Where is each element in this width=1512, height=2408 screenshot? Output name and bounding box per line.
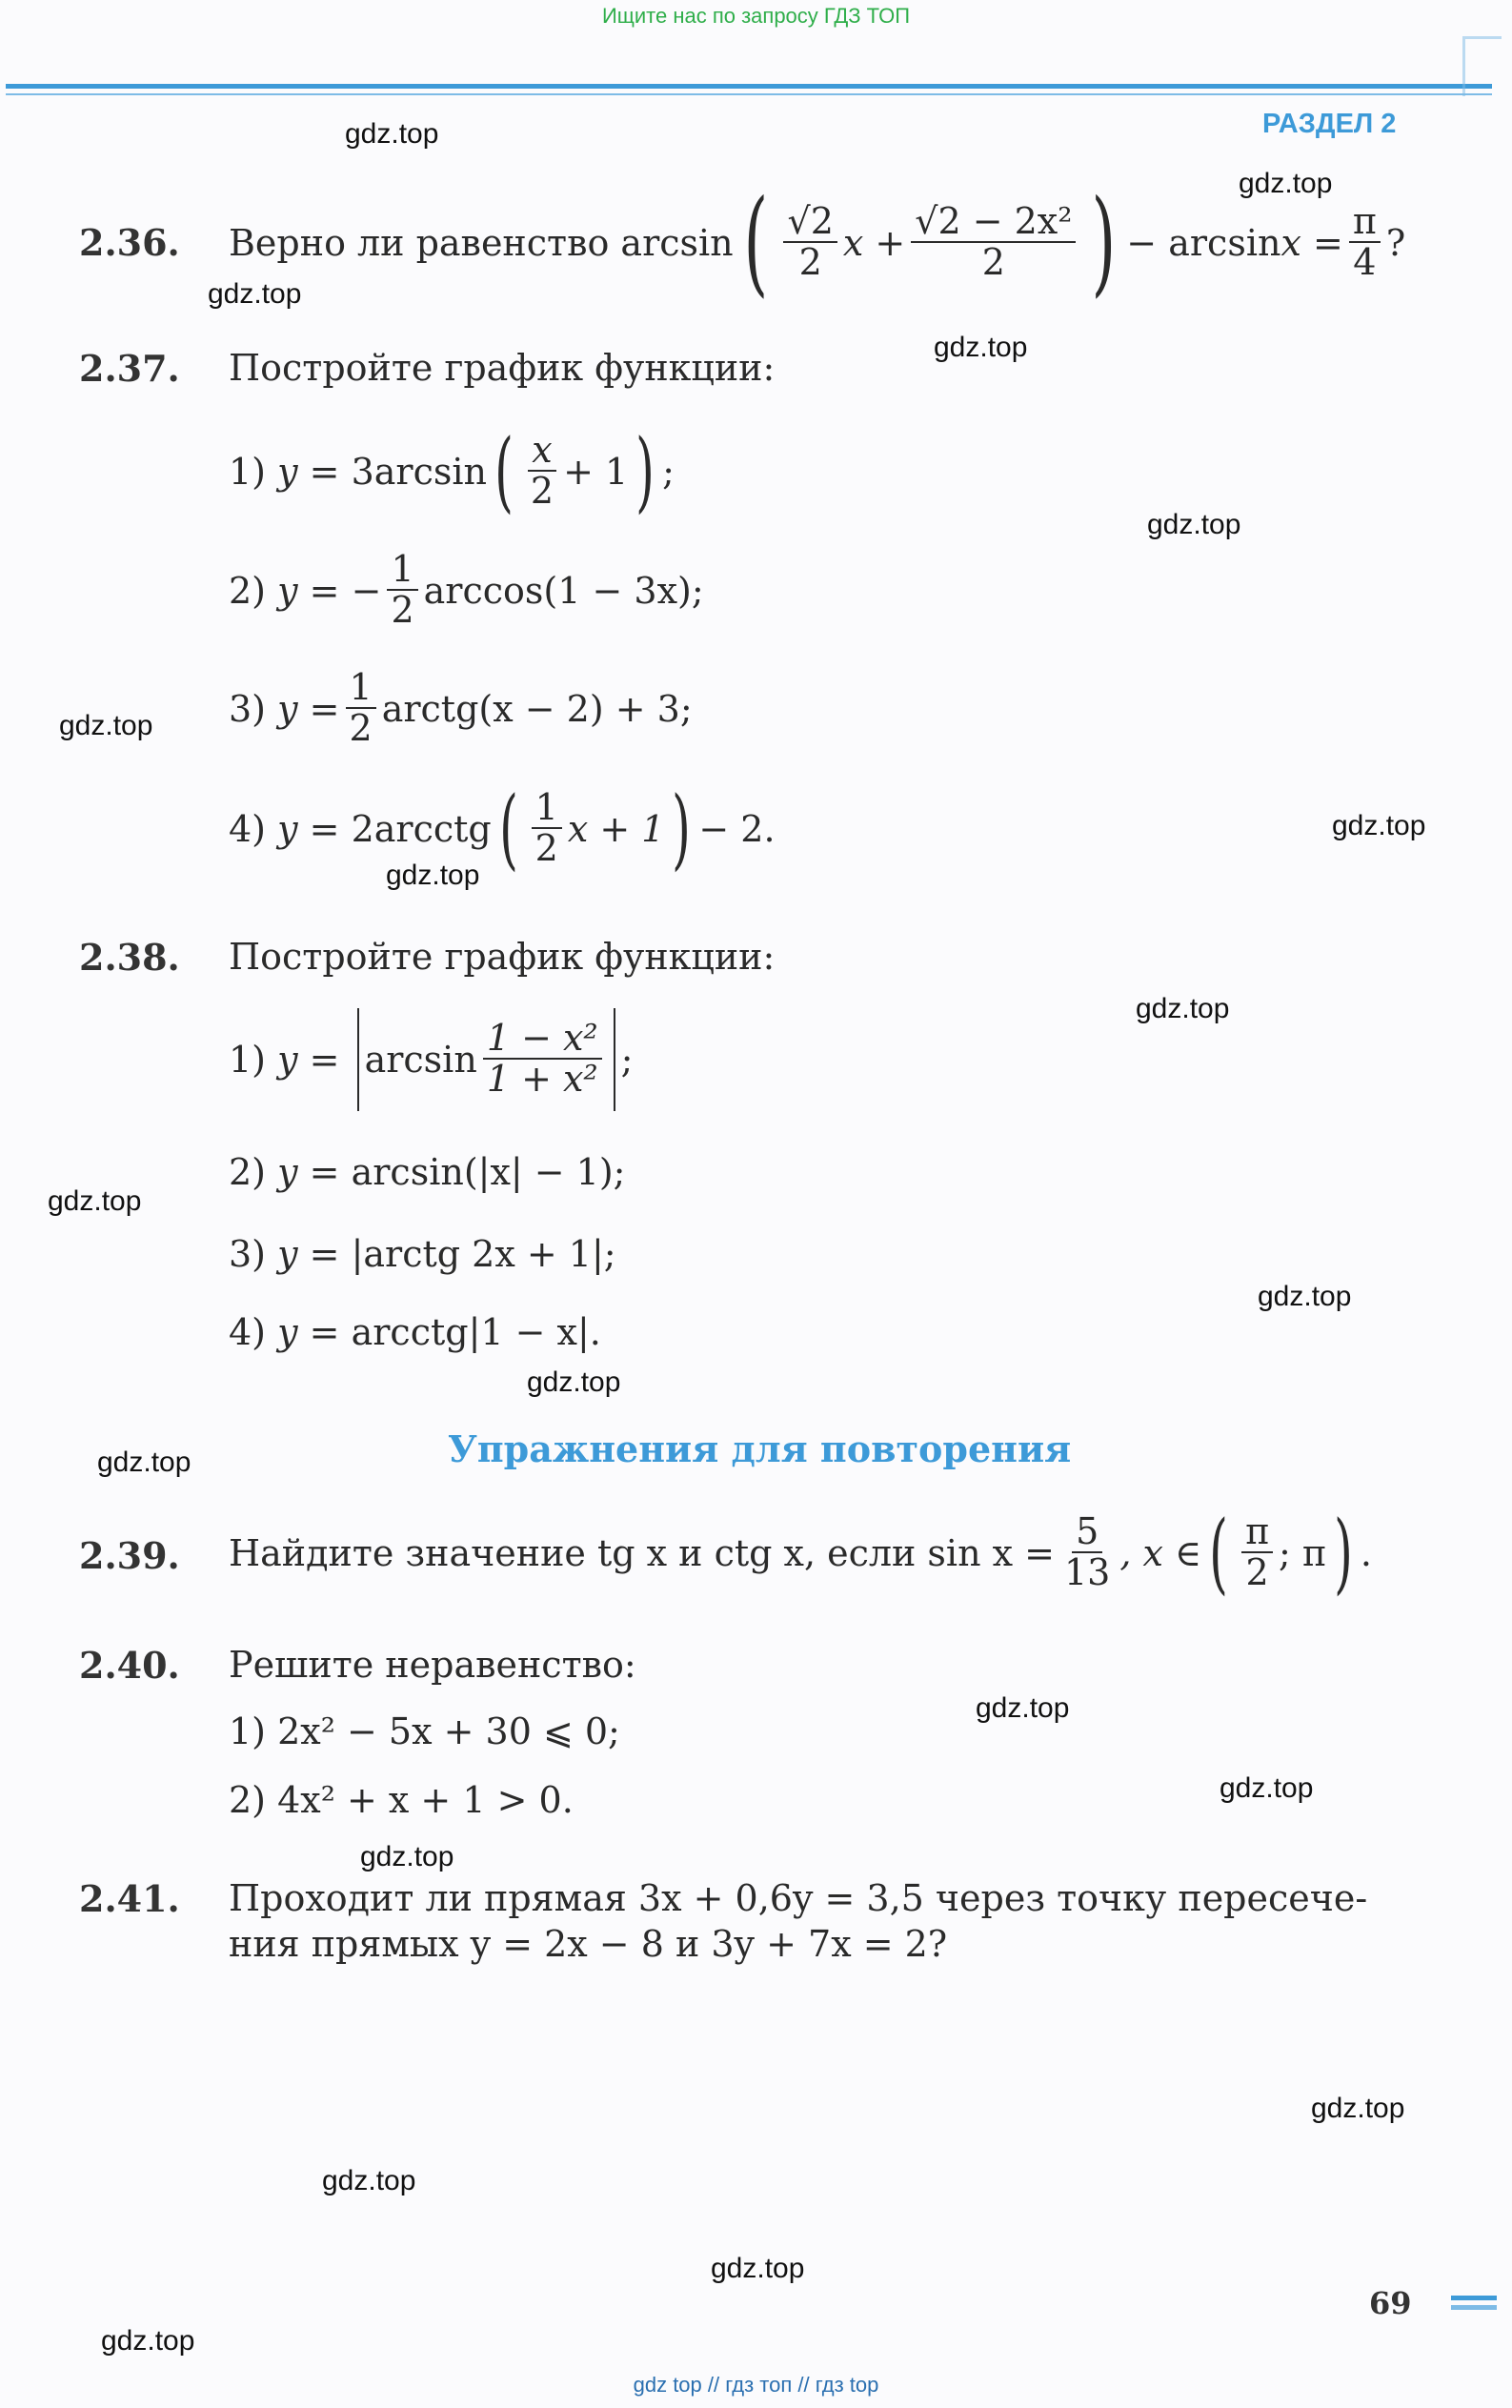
watermark: gdz.top bbox=[1311, 2093, 1405, 2124]
header-rule-thin bbox=[6, 93, 1492, 95]
watermark: gdz.top bbox=[386, 860, 480, 891]
item-2-38-1: 1) y = arcsin $\frac{\text{1 − x²}}{\text{1 + x²}}$ ; bbox=[229, 1002, 633, 1117]
page-number: 69 bbox=[1369, 2285, 1412, 2321]
watermark: gdz.top bbox=[360, 1841, 454, 1872]
fraction: $\frac{\text{√2 − 2x²}}{2}$ bbox=[911, 203, 1076, 283]
watermark: gdz.top bbox=[1258, 1281, 1352, 1312]
problem-number: 2.40. bbox=[79, 1644, 180, 1687]
watermark: gdz.top bbox=[345, 118, 439, 150]
footer-links[interactable]: gdz top // гдз топ // гдз top bbox=[633, 2373, 879, 2397]
corner-decoration bbox=[1462, 36, 1502, 96]
watermark: gdz.top bbox=[1220, 1772, 1314, 1804]
fraction: $\frac{√2}{2}$ bbox=[783, 203, 837, 283]
left-paren: ( bbox=[743, 176, 768, 309]
section-label: РАЗДЕЛ 2 bbox=[1262, 109, 1397, 139]
problem-number: 2.41. bbox=[79, 1877, 180, 1920]
watermark: gdz.top bbox=[711, 2253, 805, 2284]
header-rule bbox=[6, 84, 1492, 89]
problem-text: Постройте график функции: bbox=[229, 347, 776, 389]
problem-number: 2.36. bbox=[79, 221, 180, 264]
section-subheading: Упражнения для повторения bbox=[448, 1427, 1072, 1470]
item-2-37-4: 4) y = 2arcctg ( $\frac{1}{2}$ x + 1 ) − 2. bbox=[229, 778, 776, 880]
page-bar bbox=[1451, 2296, 1497, 2300]
problem-2-36: Верно ли равенство arcsin ( $\frac{√2}{2}$ x + $\frac{\text{√2 − 2x²}}{2}$ ) − arcsin x = $\frac{\pi}{4}$ ? bbox=[229, 176, 1406, 309]
item-2-38-4: 4) y = arcctg|1 − x|. bbox=[229, 1311, 601, 1353]
watermark: gdz.top bbox=[97, 1447, 192, 1478]
page-bar-thin bbox=[1451, 2305, 1497, 2310]
watermark: gdz.top bbox=[101, 2325, 195, 2357]
item-2-37-2: 2) y = − $\frac{1}{2}$ arccos(1 − 3x); bbox=[229, 548, 704, 632]
problem-text: Верно ли равенство arcsin bbox=[229, 222, 734, 264]
watermark: gdz.top bbox=[48, 1185, 142, 1217]
item-2-37-3: 3) y = $\frac{1}{2}$ arctg(x − 2) + 3; bbox=[229, 666, 693, 750]
problem-text: Проходит ли прямая 3x + 0,6y = 3,5 через точку пересече- bbox=[229, 1877, 1368, 1919]
fraction: $\frac{\pi}{4}$ bbox=[1349, 203, 1381, 283]
right-paren: ) bbox=[1092, 176, 1117, 309]
watermark: gdz.top bbox=[976, 1692, 1070, 1724]
item-2-40-2: 2) 4x² + x + 1 > 0. bbox=[229, 1779, 574, 1821]
problem-text: Решите неравенство: bbox=[229, 1644, 636, 1686]
watermark: gdz.top bbox=[1239, 168, 1333, 199]
item-2-40-1: 1) 2x² − 5x + 30 ⩽ 0; bbox=[229, 1710, 620, 1752]
watermark: gdz.top bbox=[208, 278, 302, 310]
problem-number: 2.39. bbox=[79, 1534, 180, 1577]
problem-number: 2.37. bbox=[79, 347, 180, 390]
item-2-38-2: 2) y = arcsin(|x| − 1); bbox=[229, 1151, 626, 1193]
top-note: Ищите нас по запросу ГДЗ ТОП bbox=[601, 4, 911, 28]
watermark: gdz.top bbox=[527, 1366, 621, 1398]
problem-text-cont: ния прямых y = 2x − 8 и 3y + 7x = 2? bbox=[229, 1923, 948, 1965]
watermark: gdz.top bbox=[1332, 810, 1426, 841]
watermark: gdz.top bbox=[934, 332, 1028, 363]
watermark: gdz.top bbox=[322, 2165, 416, 2196]
watermark: gdz.top bbox=[59, 710, 153, 741]
problem-number: 2.38. bbox=[79, 936, 180, 979]
problem-text: Постройте график функции: bbox=[229, 936, 776, 978]
watermark: gdz.top bbox=[1147, 509, 1241, 540]
problem-2-39: Найдите значение tg x и ctg x, если sin x = $\frac{5}{13}$ , x ∈ ( $\frac{\pi}{2}$ ; π ) . bbox=[229, 1502, 1372, 1604]
item-2-37-1: 1) y = 3arcsin ( $\frac{x}{2}$ + 1 ) ; bbox=[229, 420, 675, 522]
item-2-38-3: 3) y = |arctg 2x + 1|; bbox=[229, 1233, 616, 1275]
watermark: gdz.top bbox=[1136, 993, 1230, 1024]
